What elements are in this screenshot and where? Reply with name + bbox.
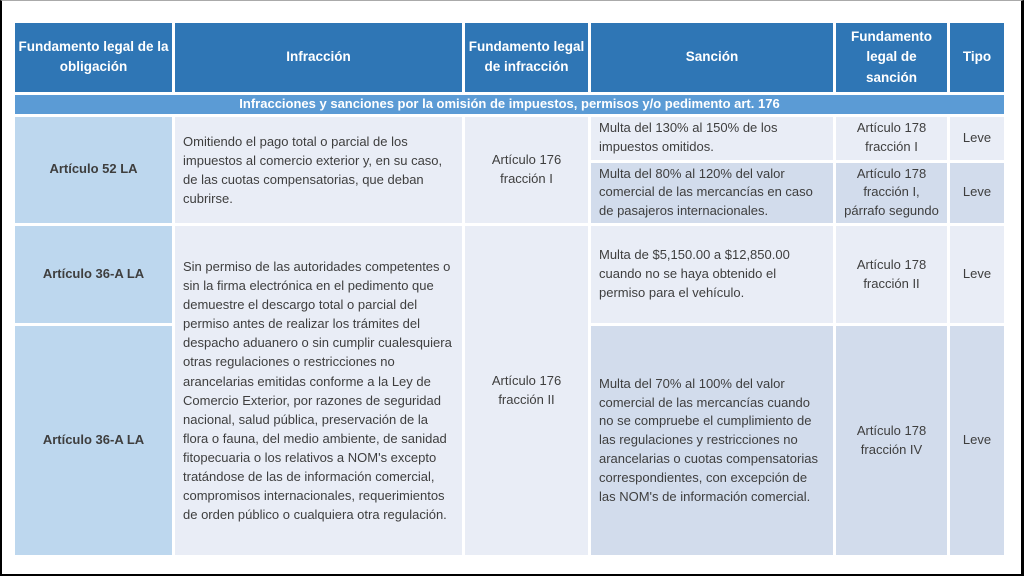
column-header-fundamento-infraccion: Fundamento legal de infracción xyxy=(464,22,590,94)
obligation-cell: Artículo 36-A LA xyxy=(14,325,174,557)
obligation-cell: Artículo 52 LA xyxy=(14,115,174,225)
type-cell: Leve xyxy=(949,225,1006,325)
sanction-legal-cell: Artículo 178 fracción IV xyxy=(835,325,949,557)
sanction-cell: Multa del 70% al 100% del valor comercial de las mercancías cuando no se compruebe el cumplimiento de las regulaciones y restricciones no arancelarias o cuotas compensatorias correspondientes, con excepción de las NOM's de información comercial. xyxy=(590,325,835,557)
infraction-legal-cell: Artículo 176 fracción II xyxy=(464,225,590,557)
type-cell: Leve xyxy=(949,161,1006,225)
infraction-legal-cell: Artículo 176 fracción I xyxy=(464,115,590,225)
type-cell: Leve xyxy=(949,325,1006,557)
header-row xyxy=(14,22,1006,94)
column-header-fundamento-obligacion: Fundamento legal de la obligación xyxy=(14,22,174,94)
infraction-cell: Sin permiso de las autoridades competentes o sin la firma electrónica en el pedimento que demuestre el descargo total o parcial del permiso antes de realizar los trámites del despacho aduanero o sin cumplir cualesquiera otras regulaciones o restricciones no arancelarias emitidas conforme a la Ley de Comercio Exterior, por razones de seguridad nacional, salud pública, preservación de la flora o fauna, del medio ambiente, de sanidad fitopecuaria o los relativos a NOM's excepto tratándose de las de información comercial, compromisos internacionales, requerimientos de orden público o cualquiera otra regulación. xyxy=(174,225,464,557)
sanction-legal-cell: Artículo 178 fracción I xyxy=(835,115,949,161)
column-header-sancion: Sanción xyxy=(590,22,835,94)
section-banner: Infracciones y sanciones por la omisión de impuestos, permisos y/o pedimento art. 176 xyxy=(14,93,1006,115)
column-header-infraccion: Infracción xyxy=(174,22,464,94)
sanction-cell: Multa del 130% al 150% de los impuestos omitidos. xyxy=(590,115,835,161)
sanction-cell: Multa de $5,150.00 a $12,850.00 cuando no se haya obtenido el permiso para el vehículo. xyxy=(590,225,835,325)
column-header-tipo: Tipo xyxy=(949,22,1006,94)
sanction-legal-cell: Artículo 178 fracción II xyxy=(835,225,949,325)
table-row xyxy=(14,225,1006,325)
type-cell: Leve xyxy=(949,115,1006,161)
sanction-legal-cell: Artículo 178 fracción I, párrafo segundo xyxy=(835,161,949,225)
section-banner-row xyxy=(14,93,1006,115)
sanctions-table xyxy=(12,20,1007,558)
sanction-cell: Multa del 80% al 120% del valor comercial de las mercancías en caso de pasajeros internacionales. xyxy=(590,161,835,225)
obligation-cell: Artículo 36-A LA xyxy=(14,225,174,325)
table-row xyxy=(14,115,1006,161)
infraction-cell: Omitiendo el pago total o parcial de los impuestos al comercio exterior y, en su caso, de las cuotas compensatorias, que deban cubrirse. xyxy=(174,115,464,225)
column-header-fundamento-sancion: Fundamento legal de sanción xyxy=(835,22,949,94)
